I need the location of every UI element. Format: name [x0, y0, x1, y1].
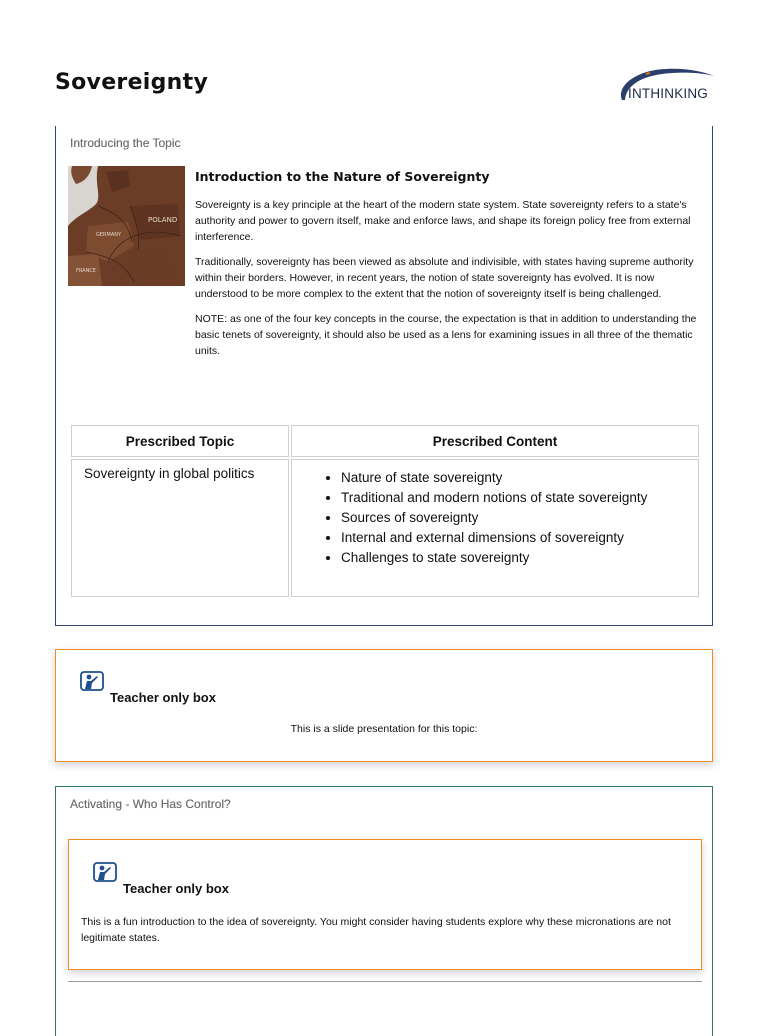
- table-row: [71, 459, 699, 597]
- inthinking-logo[interactable]: [606, 64, 716, 106]
- activating-section: [55, 786, 713, 1036]
- intro-paragraph: Sovereignty is a key principle at the heart of the modern state system. State sovereignty refers to a state's authority and power to govern itself, make and enforce laws, and shape its foreign policy free from external interference.: [195, 199, 691, 243]
- intro-heading: Introduction to the Nature of Sovereignty: [195, 169, 490, 184]
- teacher-box-title: Teacher only box: [123, 881, 229, 896]
- prescribed-topic-cell: Sovereignty in global politics: [71, 459, 289, 597]
- list-item: • Internal and external dimensions of sovereignty: [341, 528, 697, 548]
- table-header-topic: Prescribed Topic: [71, 425, 289, 457]
- teacher-box-title: Teacher only box: [110, 690, 216, 705]
- content-list: [293, 468, 697, 568]
- list-item: • Sources of sovereignty: [341, 508, 697, 528]
- intro-note-paragraph: NOTE: as one of the four key concepts in the course, the expectation is that in addition to understanding the basic tenets of sovereignty, it should also be used as a lens for examining issues in all three of the thematic units.: [195, 313, 697, 357]
- teacher-box-text: This is a fun introduction to the idea of sovereignty. You might consider having students explore why these micronations are not legitimate states.: [81, 916, 671, 944]
- teacher-only-box: [55, 649, 713, 762]
- list-item: • Traditional and modern notions of state sovereignty: [341, 488, 697, 508]
- divider: [68, 981, 702, 982]
- intro-section: [55, 126, 713, 626]
- prescribed-table: [69, 423, 701, 599]
- map-label-germany: GERMANY: [96, 232, 122, 238]
- logo-text: INTHINKING: [628, 86, 709, 101]
- teacher-presentation-icon: [93, 862, 117, 882]
- table-header-content: Prescribed Content: [291, 425, 699, 457]
- section-label: Introducing the Topic: [70, 136, 181, 150]
- europe-map-image: [68, 166, 185, 286]
- section-label: Activating - Who Has Control?: [70, 797, 231, 811]
- teacher-presentation-icon: [80, 671, 104, 691]
- intro-text-block: [195, 169, 703, 368]
- map-label-poland: POLAND: [148, 216, 178, 224]
- list-item: • Nature of state sovereignty: [341, 468, 697, 488]
- prescribed-content-cell: [291, 459, 699, 597]
- teacher-only-box: [68, 839, 702, 970]
- list-item: • Challenges to state sovereignty: [341, 548, 697, 568]
- map-label-france: FRANCE: [76, 268, 96, 274]
- intro-paragraph: Traditionally, sovereignty has been viewed as absolute and indivisible, with states having supreme authority within their borders. However, in recent years, the notion of state sovereignty has evolved. It is now understood to be more complex to the extent that the notion of sovereignty itself is being challenged.: [195, 256, 694, 300]
- teacher-box-text: This is a slide presentation for this topic:: [290, 723, 478, 735]
- page-title: Sovereignty: [55, 70, 209, 95]
